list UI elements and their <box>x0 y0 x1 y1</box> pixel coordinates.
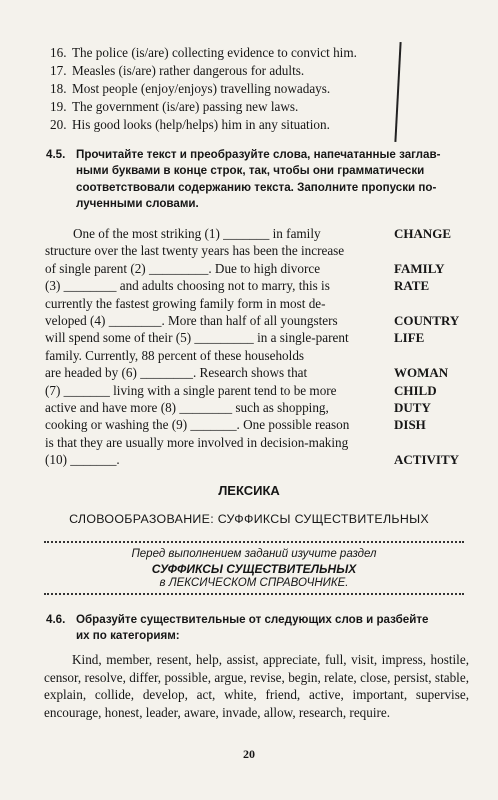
text-line: One of the most striking (1) _______ in family <box>73 226 321 241</box>
text-line: family. Currently, 88 percent of these households <box>45 347 305 363</box>
subsection-title: СЛОВООБРАЗОВАНИЕ: СУФФИКСЫ СУЩЕСТВИТЕЛЬНЫХ <box>69 512 429 526</box>
note-box: Перед выполнением заданий изучите раздел СУФФИКСЫ СУЩЕСТВИТЕЛЬНЫХ в ЛЕКСИЧЕСКОМ СПРАВОЧНИКЕ. <box>44 541 464 595</box>
key-word: LIFE <box>394 330 425 346</box>
text-line: structure over the last twenty years has been the increase <box>45 243 345 259</box>
exercise-item: 17. Measles (is/are) rather dangerous for adults. <box>50 63 305 78</box>
text-line: (10) _______. <box>45 452 120 468</box>
text-line: veloped (4) ________. More than half of all youngsters <box>45 312 338 328</box>
text-line: (7) _______ living with a single parent tend to be more <box>45 382 337 398</box>
key-word: CHILD <box>394 382 437 398</box>
key-word: DUTY <box>394 400 431 415</box>
exercise-list <box>50 44 410 134</box>
text-line: are headed by (6) ________. Research shows that <box>45 365 308 381</box>
key-word: COUNTRY <box>394 313 460 328</box>
key-word: FAMILY <box>394 260 445 276</box>
word-list: Kind, member, resent, help, assist, appreciate, full, visit, impress, hostile, censor, resolve, differ, possible, argue, revise, begin, relate, close, persist, stable, explain, collide, develop, act, white, friend, active, important, supervise, encourage, honest, leader, aware, invade, allow, research, require. <box>44 652 469 720</box>
key-word: ACTIVITY <box>394 452 460 468</box>
task-number: 4.6. <box>46 613 66 626</box>
task-number: 4.5. <box>46 148 66 161</box>
exercise-item: 18. Most people (enjoy/enjoys) travelling nowadays. <box>50 81 331 96</box>
text-line: will spend some of their (5) _________ in a single-parent <box>45 330 349 346</box>
exercise-item: 19. The government (is/are) passing new laws. <box>50 99 299 114</box>
exercise-item: 16. The police (is/are) collecting evidence to convict him. <box>50 45 357 60</box>
gap-fill-text <box>45 225 385 468</box>
key-word: DISH <box>394 417 426 433</box>
text-line: currently the fastest growing family form in most de- <box>45 295 326 311</box>
key-word: CHANGE <box>394 226 452 241</box>
text-line: (3) ________ and adults choosing not to marry, this is <box>45 278 330 294</box>
key-word: RATE <box>394 278 430 294</box>
task-4-6-instructions: 4.6. Образуйте существительные от следующих слов и разбейте их по категориям: <box>46 613 429 643</box>
page-number: 20 <box>243 747 255 761</box>
section-title: ЛЕКСИКА <box>218 483 280 498</box>
text-line: cooking or washing the (9) _______. One possible reason <box>45 417 350 433</box>
text-line: of single parent (2) _________. Due to high divorce <box>45 260 321 276</box>
key-word: WOMAN <box>394 365 449 381</box>
text-line: active and have more (8) ________ such as shopping, <box>45 399 329 415</box>
exercise-item: 20. His good looks (help/helps) him in any situation. <box>50 117 330 132</box>
text-line: is that they are usually more involved in decision-making <box>45 434 349 450</box>
task-4-5-instructions: 4.5. Прочитайте текст и преобразуйте слова, напечатанные заглав- ными буквами в конце строк, так, чтобы они грамматически соответствовали содержанию текста. Заполните пропуски по- лученными словами. <box>46 148 441 211</box>
